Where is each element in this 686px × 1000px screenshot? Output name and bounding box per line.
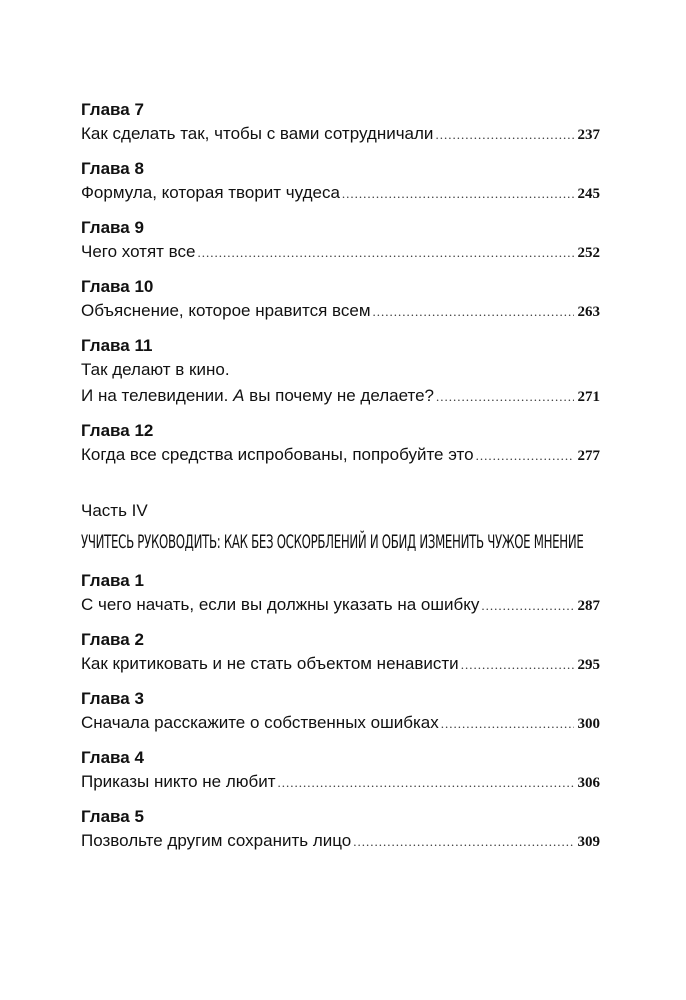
chapter-title: Как сделать так, чтобы с вами сотрудничали (81, 124, 434, 143)
page-number: 271 (577, 389, 600, 405)
toc-entry[interactable] (81, 569, 600, 619)
chapter-title: Чего хотят все (81, 242, 196, 261)
dot-leader (353, 829, 573, 855)
chapter-label: Глава 2 (81, 630, 144, 649)
dot-leader (373, 299, 574, 325)
chapter-label: Глава 4 (81, 748, 144, 767)
chapter-label: Глава 5 (81, 807, 144, 826)
chapter-line (81, 651, 600, 678)
toc-entry[interactable] (81, 687, 600, 737)
toc-entry[interactable] (81, 419, 600, 469)
chapter-title: Сначала расскажите о собственных ошибках (81, 713, 439, 732)
page-number: 245 (577, 186, 600, 202)
chapter-line (81, 239, 600, 266)
chapter-title: Когда все средства испробованы, попробуйте это (81, 445, 474, 464)
chapter-title: Позвольте другим сохранить лицо (81, 831, 352, 850)
page-number: 309 (577, 834, 600, 850)
chapter-label: Глава 10 (81, 277, 154, 296)
chapter-line (81, 710, 600, 737)
toc-entry[interactable] (81, 216, 600, 266)
chapter-line (81, 769, 600, 796)
chapter-line (81, 383, 600, 410)
chapter-line (81, 592, 600, 619)
chapter-label: Глава 9 (81, 218, 144, 237)
page-number: 277 (577, 448, 600, 464)
chapter-line (81, 180, 600, 207)
title-part: И на телевидении. (81, 386, 234, 405)
dot-leader (342, 181, 574, 207)
part-label: Часть IV (81, 501, 148, 520)
page-number: 237 (577, 127, 600, 143)
chapter-line (81, 442, 600, 469)
page-number: 300 (577, 716, 600, 732)
dot-leader (476, 443, 574, 469)
dot-leader (436, 384, 574, 410)
chapter-title: Формула, которая творит чудеса (81, 183, 340, 202)
part-heading (81, 499, 600, 555)
toc-entry[interactable] (81, 334, 600, 410)
chapter-title: Как критиковать и не стать объектом ненависти (81, 654, 459, 673)
toc-entry[interactable] (81, 98, 600, 148)
chapter-title: С чего начать, если вы должны указать на ошибку (81, 595, 480, 614)
page-number: 295 (577, 657, 600, 673)
chapter-title: Приказы никто не любит (81, 772, 276, 791)
chapter-title-line-1: Так делают в кино. (81, 360, 230, 379)
chapter-title: Объяснение, которое нравится всем (81, 301, 371, 320)
chapter-label: Глава 12 (81, 421, 154, 440)
dot-leader (197, 240, 573, 266)
chapter-title-line-2 (81, 383, 434, 409)
chapter-line (81, 298, 600, 325)
toc-entry[interactable] (81, 275, 600, 325)
dot-leader (435, 122, 573, 148)
toc-entry[interactable] (81, 805, 600, 855)
page-number: 263 (577, 304, 600, 320)
dot-leader (278, 770, 574, 796)
table-of-contents (81, 98, 600, 864)
toc-entry[interactable] (81, 628, 600, 678)
title-italic-part: А (233, 386, 245, 405)
chapter-label: Глава 3 (81, 689, 144, 708)
dot-leader (441, 711, 574, 737)
page-number: 306 (577, 775, 600, 791)
chapter-line (81, 121, 600, 148)
title-part: вы почему не делаете? (244, 386, 434, 405)
toc-entry[interactable] (81, 746, 600, 796)
part-title: УЧИТЕСЬ РУКОВОДИТЬ: КАК БЕЗ ОСКОРБЛЕНИЙ И ОБИД ИЗМЕНИТЬ ЧУЖОЕ МНЕНИЕ (81, 531, 584, 553)
page-number: 252 (577, 245, 600, 261)
toc-entry[interactable] (81, 157, 600, 207)
chapter-label: Глава 8 (81, 159, 144, 178)
chapter-label: Глава 1 (81, 571, 144, 590)
chapter-label: Глава 11 (81, 336, 153, 355)
page-number: 287 (577, 598, 600, 614)
dot-leader (481, 593, 573, 619)
dot-leader (461, 652, 574, 678)
chapter-label: Глава 7 (81, 100, 144, 119)
chapter-line (81, 828, 600, 855)
